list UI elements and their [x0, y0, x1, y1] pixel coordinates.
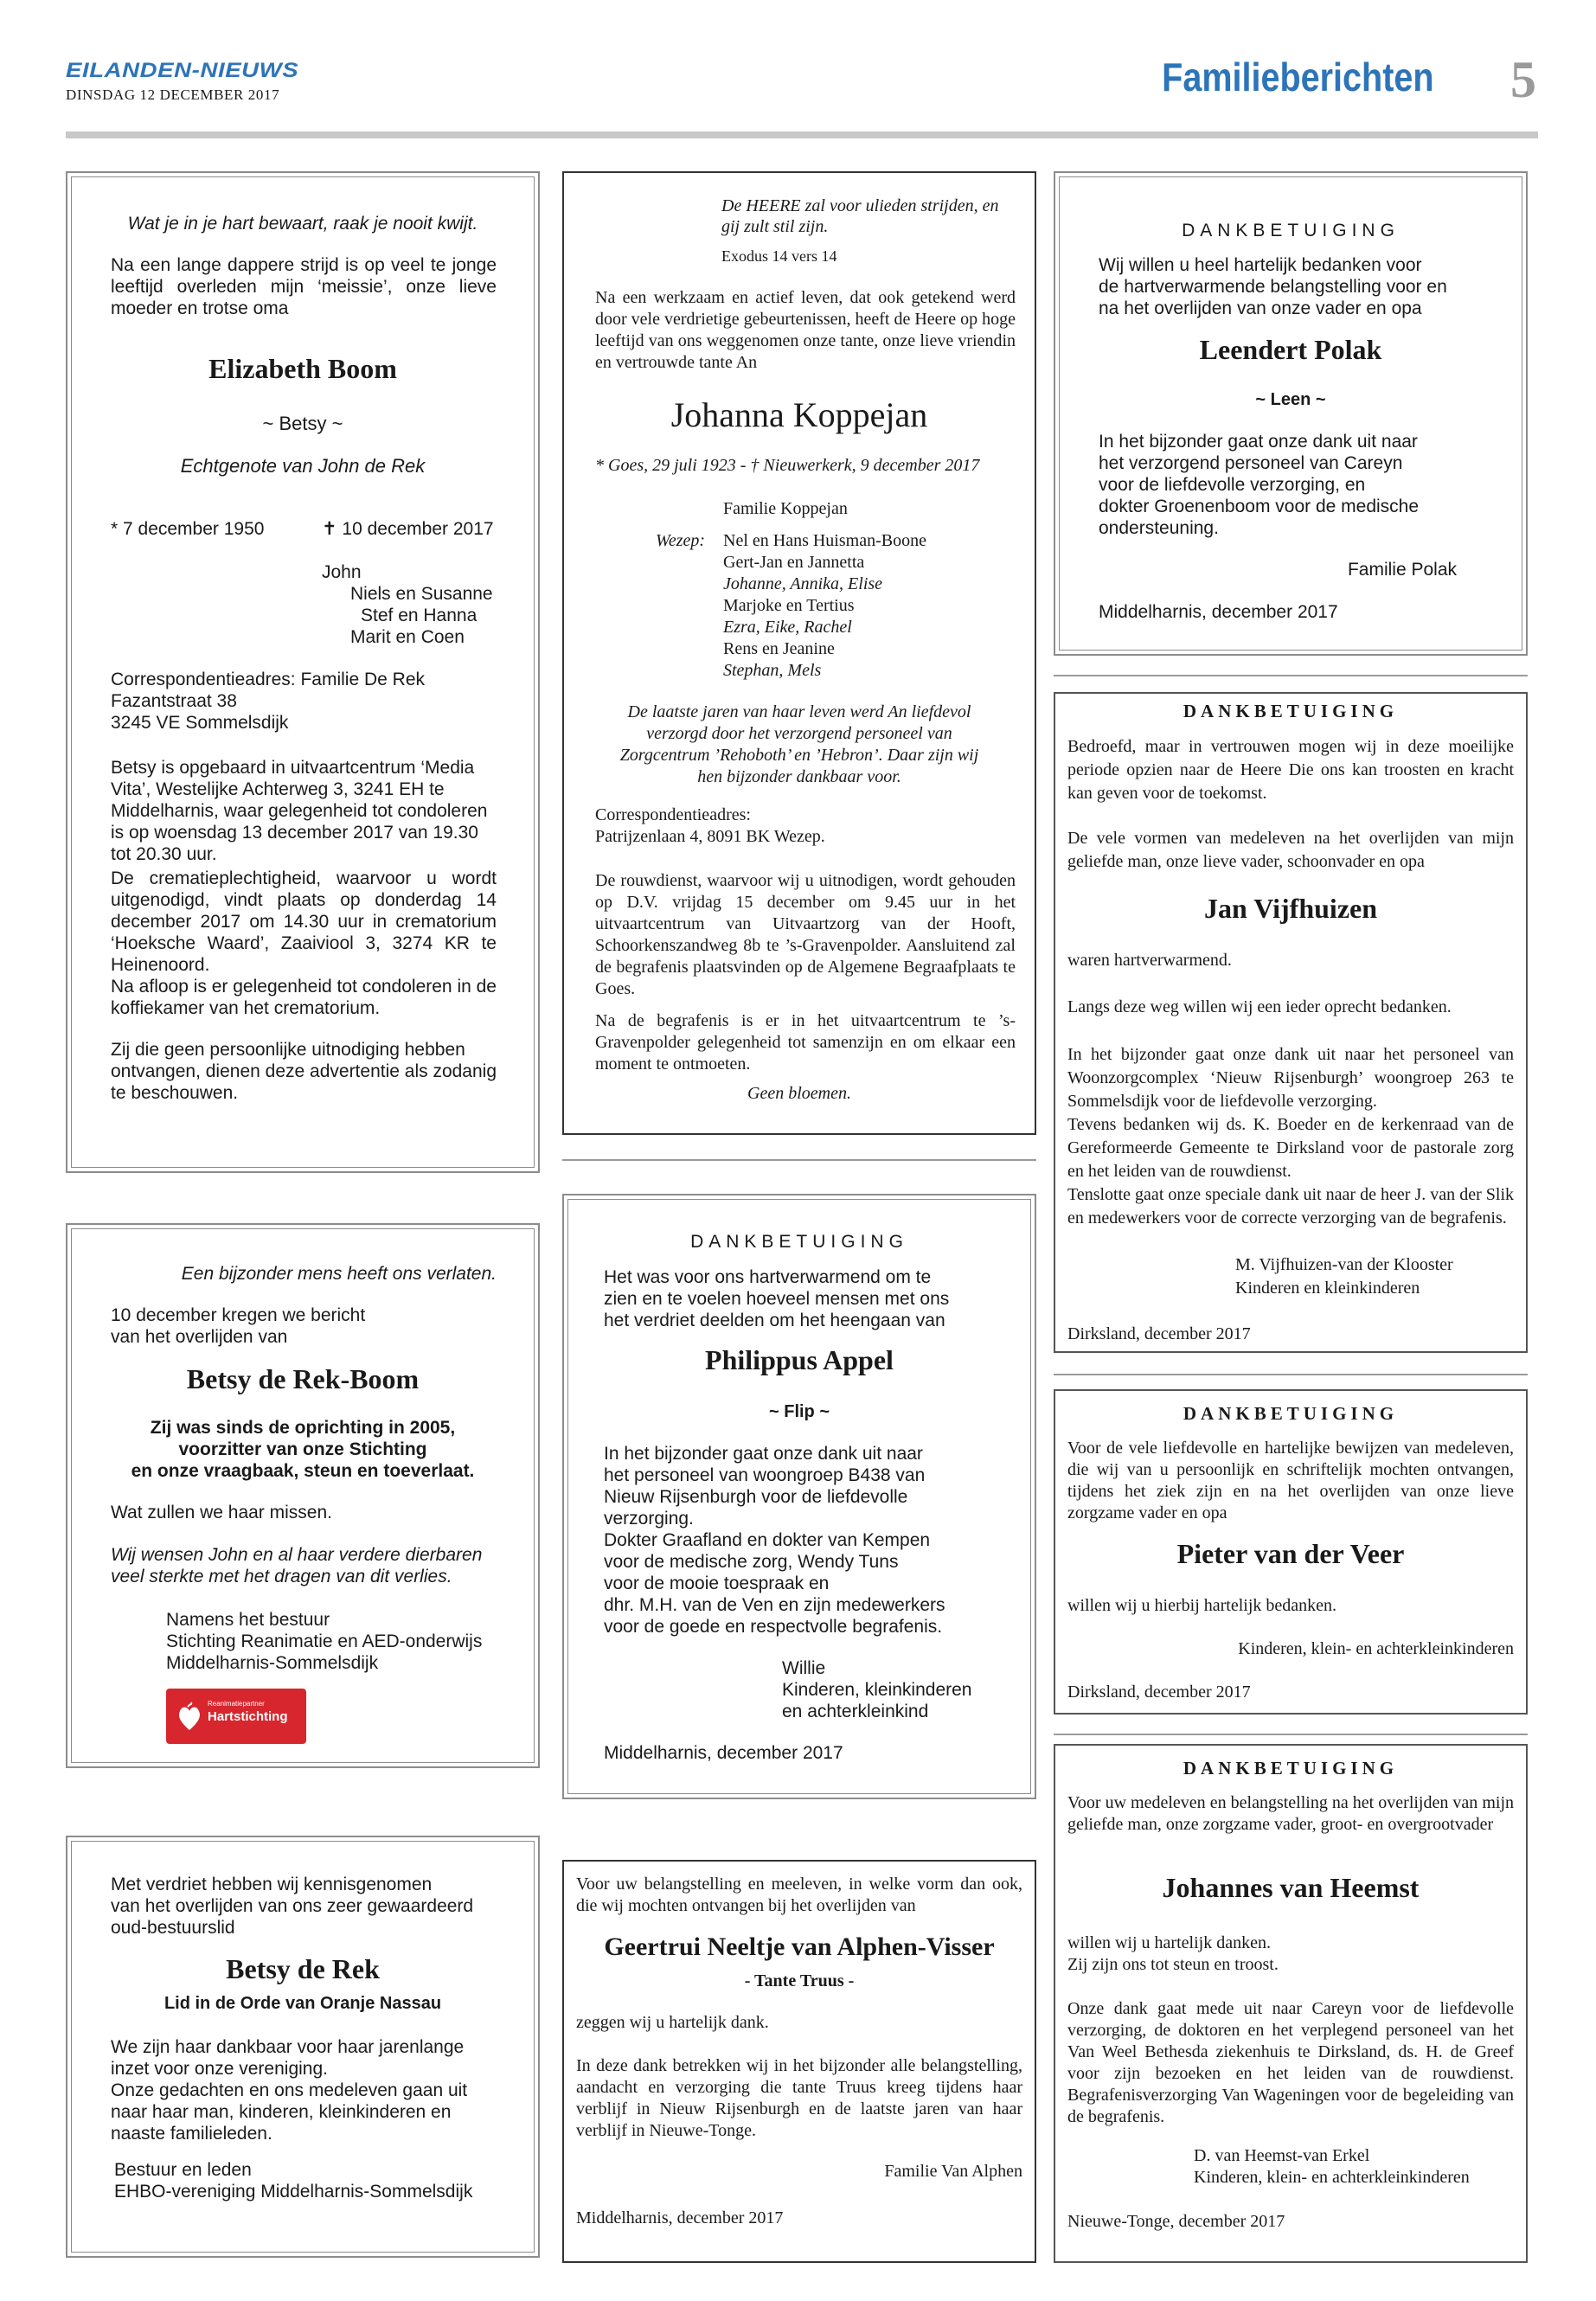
body-line: Onze gedachten en ons medeleven gaan uit	[111, 2080, 468, 2100]
family-head: Familie Koppejan	[723, 499, 848, 518]
tribute-line: voorzitter van onze Stichting	[178, 1439, 427, 1459]
deceased-name: Pieter van der Veer	[1176, 1538, 1405, 1569]
after-info: Na de begrafenis is er in het uitvaartcentrum te ’s-Gravenpolder gelegenheid tot samenzijn en om elkaar een moment te ontmoeten.	[595, 1011, 1016, 1074]
bold-tribute	[67, 1417, 538, 1482]
intro	[604, 1266, 1035, 1331]
birth-date: * 7 december 1950	[111, 519, 265, 539]
deceased-name: Leendert Polak	[1199, 334, 1382, 365]
thanks: Langs deze weg willen wij een ieder oprecht bedanken.	[1067, 997, 1452, 1016]
newspaper-logo: EILANDEN-NIEUWS	[66, 59, 299, 82]
intro-line: 10 december kregen we bericht	[111, 1305, 366, 1325]
deceased-name: Betsy de Rek	[226, 1953, 380, 1984]
bible-verse: De HEERE zal voor ulieden strijden, en gij zult stil zijn.	[721, 196, 999, 236]
care-thanks: De laatste jaren van haar leven werd An liefdevol verzorgd door het verzorgend personeel van Zorgcentrum ’Rehoboth’ en ’Hebron’. Daar zijn wij hen bijzonder dankbaar voor.	[619, 702, 979, 786]
address-line: 3245 VE Sommelsdijk	[111, 713, 289, 733]
after-name: waren hartverwarmend.	[1067, 951, 1232, 970]
tribute-line: Zij was sinds de oprichting in 2005,	[150, 1418, 456, 1438]
ad-leendert-polak	[1054, 171, 1528, 656]
tribute-line: en onze vraagbaak, steun en toeverlaat.	[131, 1461, 475, 1481]
after-line: willen wij u hartelijk danken.	[1067, 1933, 1271, 1952]
service-info: De rouwdienst, waarvoor wij u uitnodigen, wordt gehouden op D.V. vrijdag 15 december om 9.45 uur in het uitvaartcentrum van Uitvaartzorg van der Hooft, Schoorkenszandweg 8b te ’s-Gravenpolder. Aansluitend zal de begrafenis plaatsvinden op de Algemene Begraafplaats te Goes.	[595, 871, 1016, 998]
heading: DANKBETUIGING	[690, 1232, 908, 1252]
signature-line: Kinderen, kleinkinderen	[782, 1680, 972, 1700]
column-separator	[1054, 1374, 1528, 1375]
intro-line: het verdriet deelden om het heengaan van	[604, 1311, 945, 1330]
heading: DANKBETUIGING	[1183, 701, 1399, 721]
column-separator	[562, 1159, 1036, 1161]
body	[111, 2036, 538, 2144]
body-line: Dokter Graafland en dokter van Kempen	[604, 1530, 931, 1550]
body: In deze dank betrekken wij in het bijzonder alle belangstelling, aandacht en verzorging die tante Truus kreeg tijdens haar verblijf in Nieuw Rijsenburgh en de laatste jaren van haar verblijf in Nieuwe-Tonge.	[576, 2056, 1022, 2140]
ad-jan-vijfhuizen	[1054, 692, 1528, 1353]
signature: Familie Van Alphen	[884, 2162, 1022, 2181]
family-member: Stef en Hanna	[361, 606, 478, 625]
intro-line: van het overlijden van ons zeer gewaardeerd	[111, 1896, 474, 1916]
heading: DANKBETUIGING	[1183, 1403, 1399, 1424]
body	[1099, 431, 1526, 539]
address-line: Fazantstraat 38	[111, 691, 237, 711]
miss: Wat zullen we haar missen.	[111, 1503, 332, 1522]
body-line: het personeel van woongroep B438 van	[604, 1465, 926, 1485]
signature: Kinderen, klein- en achterkleinkinderen	[1238, 1639, 1514, 1658]
signature-line: Namens het bestuur	[166, 1610, 330, 1630]
place-date: Dirksland, december 2017	[1067, 1324, 1251, 1343]
body-line: naar haar man, kinderen, kleinkinderen en	[111, 2102, 452, 2122]
ceremony-info: De crematieplechtigheid, waarvoor u wordt uitgenodigd, vindt plaats op donderdag 14 december 2017 om 14.30 uur in crematorium ‘Hoeksche Waard’, Zaaiviool 3, 3274 KR te Heinenoord.	[111, 868, 497, 975]
family-member: Nel en Hans Huisman-Boone	[723, 531, 926, 550]
deceased-name: Philippus Appel	[705, 1344, 894, 1375]
after-name: willen wij u hierbij hartelijk bedanken.	[1067, 1596, 1337, 1615]
deceased-name: Elizabeth Boom	[208, 353, 397, 384]
ad-johanna-koppejan	[562, 171, 1036, 1135]
intro-line: oud-bestuurslid	[111, 1918, 235, 1938]
heading: DANKBETUIGING	[1183, 1758, 1399, 1779]
column-separator	[1054, 675, 1528, 676]
spouse: Echtgenote van John de Rek	[180, 455, 426, 477]
body: Onze dank gaat mede uit naar Careyn voor de liefdevolle verzorging, de doktoren en het verplegend personeel van het Van Weel Bethesda ziekenhuis te Dirksland, ds. H. de Greef voor zijn bezoeken en het leiden van de rouwdienst. Begrafenisverzorging Van Wageningen voor de begeleiding van de begrafenis.	[1067, 1999, 1514, 2126]
body-2: Tevens bedanken wij ds. K. Boeder en de kerkenraad van de Gereformeerde Gemeente te Dirksland voor de pastorale zorg en het leiden van de rouwdienst.	[1067, 1115, 1514, 1181]
family-member: Rens en Jeanine	[723, 639, 835, 658]
body-line: naaste familieleden.	[111, 2124, 272, 2144]
body-line: ondersteuning.	[1099, 518, 1219, 538]
body-line: Nieuw Rijsenburgh voor de liefdevolle	[604, 1487, 908, 1507]
body-line: In het bijzonder gaat onze dank uit naar	[1099, 432, 1418, 452]
correspondence-address	[595, 804, 1035, 848]
body	[604, 1443, 1035, 1638]
family-list	[723, 530, 1035, 682]
motto: Wat je in je hart bewaart, raak je nooit kwijt.	[127, 214, 478, 234]
signature-line: Willie	[782, 1658, 826, 1678]
intro: Voor de vele liefdevolle en hartelijke bewijzen van medeleven, die wij van u persoonlijk en schriftelijk mochten ontvangen, tijdens het ziek zijn en na het overlijden van onze lieve zorgzame vader en opa	[1067, 1439, 1514, 1522]
signature	[1235, 1253, 1526, 1300]
signature	[166, 1609, 538, 1674]
signature-line: Stichting Reanimatie en AED-onderwijs	[166, 1631, 483, 1651]
deceased-name: Jan Vijfhuizen	[1203, 893, 1378, 924]
correspondence-address	[111, 669, 538, 734]
deceased-name: Betsy de Rek-Boom	[186, 1363, 420, 1394]
intro: Voor uw belangstelling en meeleven, in welke vorm dan ook, die wij mochten ontvangen bij het overlijden van	[576, 1875, 1022, 1915]
nickname: ~ Betsy ~	[262, 413, 343, 434]
page-number: 5	[1510, 51, 1536, 108]
ad-johannes-van-heemst	[1054, 1744, 1528, 2263]
logo-text: Hartstichting	[208, 1709, 288, 1724]
no-flowers: Geen bloemen.	[747, 1084, 851, 1103]
nickname: ~ Flip ~	[768, 1402, 830, 1421]
ad-betsy-de-rek-ehbo	[66, 1836, 540, 2258]
signature	[782, 1657, 1035, 1722]
ad-geertrui-van-alphen-visser	[562, 1860, 1036, 2263]
body-line: voor de mooie toespraak en	[604, 1574, 830, 1593]
family-list	[322, 561, 538, 648]
ad-pieter-van-der-veer	[1054, 1389, 1528, 1715]
place-date: Middelharnis, december 2017	[576, 2208, 784, 2227]
life-dates: * Goes, 29 juli 1923 - † Nieuwerkerk, 9 december 2017	[595, 456, 980, 475]
section-title: Familieberichten	[1162, 54, 1434, 99]
intro	[111, 1874, 538, 1939]
heading: DANKBETUIGING	[1182, 221, 1400, 240]
body-line: inzet voor onze vereniging.	[111, 2059, 328, 2079]
intro-line: van het overlijden van	[111, 1327, 288, 1347]
wish: Wij wensen John en al haar verdere dierbaren veel sterkte met het dragen van dit verlies.	[111, 1545, 483, 1586]
signature-line: EHBO-vereniging Middelharnis-Sommelsdijk	[114, 2182, 473, 2202]
intro: Voor uw medeleven en belangstelling na het overlijden van mijn geliefde man, onze zorgzame vader, groot- en overgrootvader	[1067, 1793, 1514, 1834]
motto: Een bijzonder mens heeft ons verlaten.	[181, 1264, 497, 1284]
signature-line: Bestuur en leden	[114, 2160, 252, 2180]
family-member: Marjoke en Tertius	[723, 596, 855, 615]
intro-line: na het overlijden van onze vader en opa	[1099, 298, 1422, 318]
issue-date: DINSDAG 12 DECEMBER 2017	[66, 87, 280, 103]
place-date: Middelharnis, december 2017	[604, 1743, 843, 1763]
body-line: voor de goede en respectvolle begrafenis.	[604, 1617, 943, 1637]
subtitle: Lid in de Orde van Oranje Nassau	[163, 1994, 442, 2013]
after-name: zeggen wij u hartelijk dank.	[576, 2013, 769, 2032]
family-member: Gert-Jan en Jannetta	[723, 553, 865, 572]
body-line: het verzorgend personeel van Careyn	[1099, 453, 1403, 473]
verse-reference: Exodus 14 vers 14	[721, 247, 837, 265]
intro: Na een werkzaam en actief leven, dat ook getekend werd door vele verdrietige gebeurtenissen, heeft de Heere op hoge leeftijd van ons weggenomen onze tante, onze lieve vriendin en vertrouwde tante An	[595, 288, 1016, 372]
signature-line: Kinderen, klein- en achterkleinkinderen	[1194, 2168, 1470, 2187]
note: Zij die geen persoonlijke uitnodiging hebben ontvangen, dienen deze advertentie als zodanig te beschouwen.	[111, 1040, 497, 1103]
ad-philippus-appel	[562, 1194, 1036, 1799]
address-line: Correspondentieadres:	[595, 805, 751, 824]
body-3: Tenslotte gaat onze speciale dank uit naar de heer J. van der Slik en medewerkers voor de correcte verzorging van de begrafenis.	[1067, 1185, 1514, 1227]
family-member: Marit en Coen	[350, 627, 465, 647]
intro	[1099, 254, 1526, 319]
body-line: In het bijzonder gaat onze dank uit naar	[604, 1444, 923, 1464]
signature-line: Kinderen en kleinkinderen	[1235, 1279, 1420, 1298]
deceased-name: Johanna Koppejan	[670, 395, 928, 434]
intro-line: Wij willen u heel hartelijk bedanken voor	[1099, 255, 1422, 275]
intro	[111, 1304, 538, 1348]
after-line: Zij zijn ons tot steun en troost.	[1067, 1955, 1279, 1974]
viewing-info: Betsy is opgebaard in uitvaartcentrum ‘Media Vita’, Westelijke Achterweg 3, 3241 EH te Middelharnis, waar gelegenheid tot condoleren is op woensdag 13 december 2017 van 19.30 tot 20.30 uur.	[111, 758, 488, 864]
nickname: - Tante Truus -	[744, 1971, 855, 1990]
signature: Familie Polak	[1347, 560, 1457, 580]
intro-line: Met verdriet hebben wij kennisgenomen	[111, 1875, 433, 1894]
address-line: Patrijzenlaan 4, 8091 BK Wezep.	[595, 827, 825, 846]
intro-line: de hartverwarmende belangstelling voor en	[1099, 277, 1447, 297]
ad-elizabeth-boom	[66, 171, 540, 1173]
signature-line: Middelharnis-Sommelsdijk	[166, 1653, 379, 1673]
logo-partner-text: Reanimatiepartner	[208, 1700, 265, 1708]
hartstichting-logo	[166, 1689, 306, 1744]
family-member: John	[322, 562, 362, 582]
body-line: voor de medische zorg, Wendy Tuns	[604, 1552, 899, 1572]
intro: Na een lange dappere strijd is op veel te jonge leeftijd overleden mijn ‘meissie’, onze lieve moeder en trotse oma	[111, 255, 497, 318]
after-name	[1067, 1932, 1526, 1976]
body-line: dhr. M.H. van de Ven en zijn medewerkers	[604, 1595, 945, 1615]
place-date: Nieuwe-Tonge, december 2017	[1067, 2212, 1285, 2231]
family-member: Niels en Susanne	[350, 584, 493, 604]
family-member: Ezra, Eike, Rachel	[723, 618, 852, 637]
signature	[1194, 2145, 1526, 2189]
address-line: Correspondentieadres: Familie De Rek	[111, 670, 425, 689]
signature-line: D. van Heemst-van Erkel	[1194, 2146, 1370, 2165]
family-place: Wezep:	[656, 531, 706, 550]
signature-line: en achterkleinkind	[782, 1702, 929, 1721]
deceased-name: Geertrui Neeltje van Alphen-Visser	[604, 1932, 995, 1961]
body: In het bijzonder gaat onze dank uit naar het personeel van Woonzorgcomplex ‘Nieuw Rijsenburgh’ woongroep 263 te Sommelsdijk voor de liefdevolle verzorging.	[1067, 1045, 1514, 1111]
death-date: ✝ 10 december 2017	[322, 519, 494, 539]
nickname: ~ Leen ~	[1255, 390, 1326, 409]
signature	[114, 2159, 538, 2202]
place-date: Dirksland, december 2017	[1067, 1682, 1251, 1702]
family-member: Stephan, Mels	[723, 661, 822, 680]
ad-betsy-de-rek-boom-stichting	[66, 1223, 540, 1768]
place-date: Middelharnis, december 2017	[1099, 602, 1338, 622]
family-member: Johanne, Annika, Elise	[723, 574, 883, 593]
header-rule	[66, 131, 1538, 138]
body-line: We zijn haar dankbaar voor haar jarenlange	[111, 2037, 465, 2057]
deceased-name: Johannes van Heemst	[1162, 1872, 1420, 1903]
body-line: verzorging.	[604, 1509, 694, 1529]
intro-line: Het was voor ons hartverwarmend om te	[604, 1267, 932, 1287]
intro-line: zien en te voelen hoeveel mensen met ons	[604, 1289, 950, 1309]
intro-2: De vele vormen van medeleven na het overlijden van mijn geliefde man, onze lieve vader, schoonvader en opa	[1067, 829, 1514, 871]
body-line: voor de liefdevolle verzorging, en	[1099, 475, 1366, 495]
heart-flame-icon	[176, 1702, 202, 1731]
body-line: dokter Groenenboom voor de medische	[1099, 497, 1420, 516]
after-info: Na afloop is er gelegenheid tot condoleren in de koffiekamer van het crematorium.	[111, 977, 497, 1018]
signature-line: M. Vijfhuizen-van der Klooster	[1235, 1255, 1453, 1274]
intro: Bedroefd, maar in vertrouwen mogen wij in deze moeilijke periode opzien naar de Heere Die ons kan troosten en kracht kan geven voor de toekomst.	[1067, 737, 1514, 803]
column-separator	[1054, 1734, 1528, 1735]
